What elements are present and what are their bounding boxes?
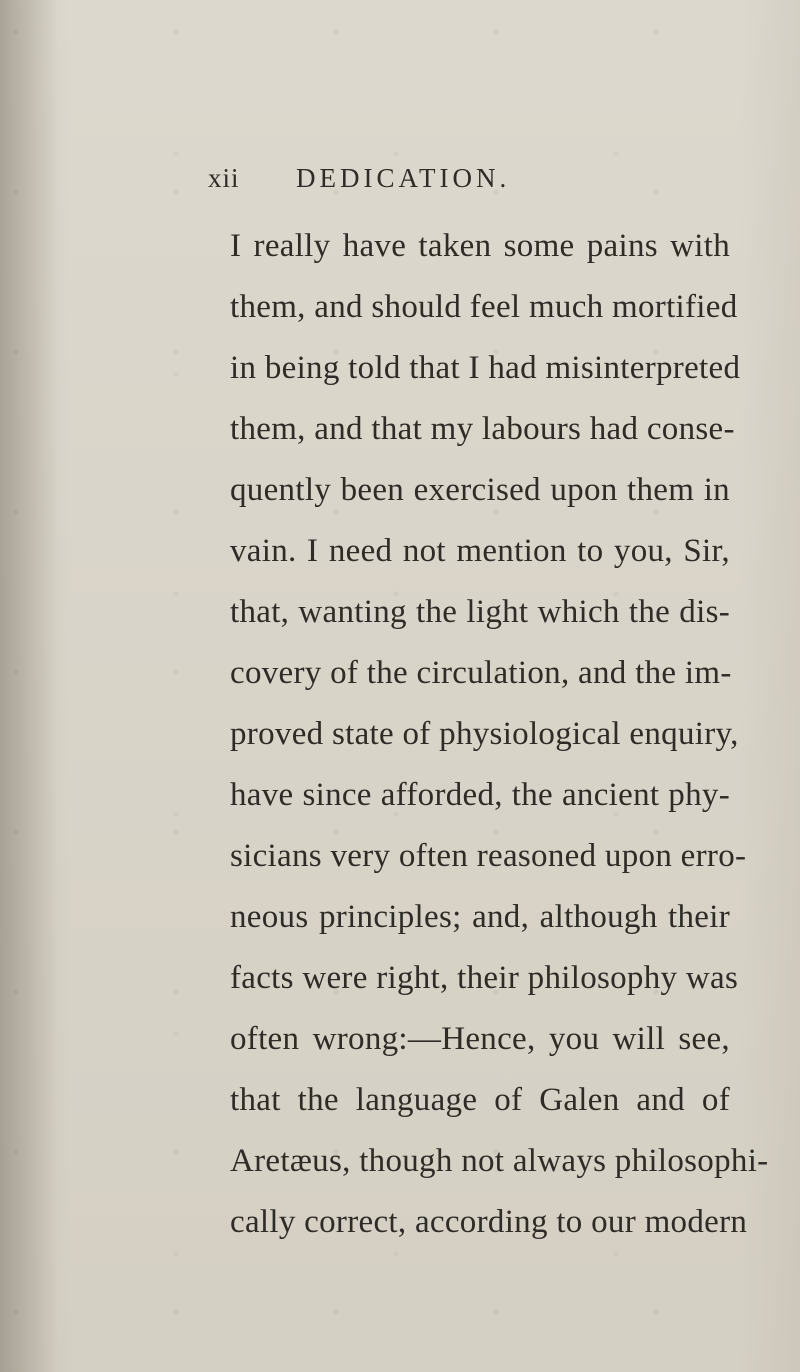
running-title: DEDICATION. — [296, 163, 511, 193]
text-line: sicians very often reasoned upon erro- — [230, 838, 747, 874]
text-line: proved state of physiological enquiry, — [230, 716, 739, 752]
text-line: vain. I need not mention to you, Sir, — [230, 533, 730, 569]
text-line: quently been exercised upon them in — [230, 472, 730, 508]
text-line: cally correct, according to our modern — [230, 1204, 748, 1240]
text-line: facts were right, their philosophy was — [230, 960, 739, 996]
text-line: covery of the circulation, and the im- — [230, 655, 732, 691]
text-line: that the language of Galen and of — [230, 1082, 730, 1118]
text-line: often wrong:—Hence, you will see, — [230, 1021, 730, 1057]
text-line: in being told that I had misinterpreted — [230, 350, 741, 386]
text-line: I really have taken some pains with — [230, 228, 730, 264]
page-header — [208, 163, 768, 199]
text-line: that, wanting the light which the dis- — [230, 594, 730, 630]
text-line: them, and that my labours had conse- — [230, 411, 735, 447]
page-binding-shadow — [0, 0, 58, 1372]
text-line: Aretæus, though not always philosophi- — [230, 1143, 769, 1179]
page-number: xii — [208, 163, 240, 193]
text-line: neous principles; and, although their — [230, 899, 730, 935]
text-line: have since afforded, the ancient phy- — [230, 777, 730, 813]
text-line: them, and should feel much mortified — [230, 289, 738, 325]
body-text — [230, 216, 769, 1253]
